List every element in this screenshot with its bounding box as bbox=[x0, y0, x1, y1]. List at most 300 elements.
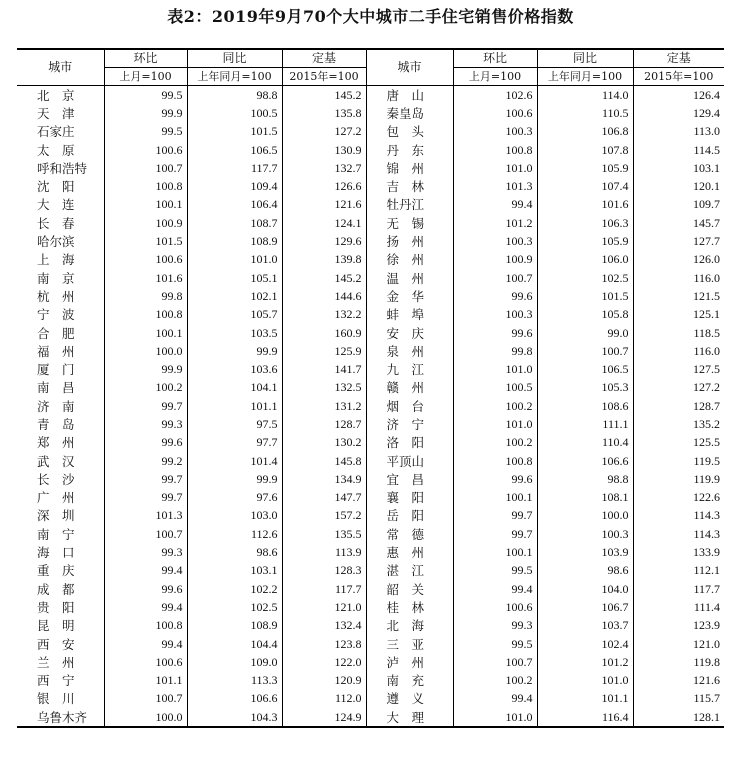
fixed-value-left: 126.6 bbox=[282, 177, 366, 195]
city-label: 秦皇岛 bbox=[386, 105, 425, 121]
city-name-left bbox=[17, 141, 104, 159]
mom-value-right: 99.6 bbox=[453, 287, 537, 305]
city-name-right bbox=[366, 708, 453, 727]
mom-value-right: 100.8 bbox=[453, 452, 537, 470]
city-label: 湛 江 bbox=[386, 563, 425, 579]
city-name-right bbox=[366, 434, 453, 452]
fixed-value-right: 114.5 bbox=[633, 141, 724, 159]
city-label: 洛 阳 bbox=[386, 435, 425, 451]
yoy-value-left: 98.6 bbox=[187, 543, 282, 561]
fixed-value-right: 125.1 bbox=[633, 306, 724, 324]
mom-value-right: 99.8 bbox=[453, 342, 537, 360]
mom-value-left: 99.5 bbox=[104, 86, 187, 105]
fixed-value-left: 139.8 bbox=[282, 251, 366, 269]
fixed-value-right: 118.5 bbox=[633, 324, 724, 342]
mom-value-left: 101.6 bbox=[104, 269, 187, 287]
yoy-value-right: 101.0 bbox=[537, 672, 633, 690]
yoy-value-right: 106.0 bbox=[537, 251, 633, 269]
mom-value-left: 99.5 bbox=[104, 123, 187, 141]
fixed-value-left: 141.7 bbox=[282, 360, 366, 378]
fixed-value-right: 112.1 bbox=[633, 562, 724, 580]
city-name-right bbox=[366, 177, 453, 195]
fixed-value-right: 116.0 bbox=[633, 269, 724, 287]
city-label: 兰 州 bbox=[37, 654, 75, 670]
city-name-right bbox=[366, 287, 453, 305]
mom-value-right: 99.5 bbox=[453, 635, 537, 653]
city-label: 北 海 bbox=[386, 618, 425, 634]
city-label: 宁 波 bbox=[37, 307, 75, 323]
city-label: 锦 州 bbox=[386, 160, 425, 176]
city-label: 广 州 bbox=[37, 490, 75, 506]
yoy-value-right: 106.7 bbox=[537, 598, 633, 616]
table-row bbox=[17, 507, 724, 525]
fixed-value-left: 124.9 bbox=[282, 708, 366, 727]
city-name-left bbox=[17, 214, 104, 232]
city-label: 常 德 bbox=[386, 526, 425, 542]
mom-value-right: 100.9 bbox=[453, 251, 537, 269]
city-name-left bbox=[17, 635, 104, 653]
city-name-right bbox=[366, 196, 453, 214]
mom-value-left: 99.7 bbox=[104, 397, 187, 415]
table-row bbox=[17, 360, 724, 378]
city-label: 太 原 bbox=[37, 142, 75, 158]
mom-value-left: 99.4 bbox=[104, 635, 187, 653]
yoy-value-right: 103.7 bbox=[537, 617, 633, 635]
mom-value-right: 99.4 bbox=[453, 580, 537, 598]
mom-value-right: 99.7 bbox=[453, 525, 537, 543]
city-label: 贵 阳 bbox=[37, 599, 75, 615]
city-label: 昆 明 bbox=[37, 618, 75, 634]
yoy-value-right: 100.0 bbox=[537, 507, 633, 525]
city-name-right bbox=[366, 360, 453, 378]
city-name-left bbox=[17, 580, 104, 598]
table-row bbox=[17, 434, 724, 452]
city-label: 泸 州 bbox=[386, 654, 425, 670]
city-label: 石家庄 bbox=[37, 124, 75, 140]
header-fixed-base-left: 2015年=100 bbox=[282, 68, 366, 86]
city-label: 安 庆 bbox=[386, 325, 425, 341]
city-name-left bbox=[17, 397, 104, 415]
yoy-value-left: 103.6 bbox=[187, 360, 282, 378]
mom-value-right: 100.1 bbox=[453, 543, 537, 561]
header-yoy-base-left: 上年同月=100 bbox=[187, 68, 282, 86]
table-row bbox=[17, 415, 724, 433]
yoy-value-right: 101.6 bbox=[537, 196, 633, 214]
fixed-value-left: 121.0 bbox=[282, 598, 366, 616]
table-row bbox=[17, 489, 724, 507]
city-name-left bbox=[17, 196, 104, 214]
yoy-value-right: 116.4 bbox=[537, 708, 633, 727]
fixed-value-left: 145.2 bbox=[282, 269, 366, 287]
yoy-value-right: 114.0 bbox=[537, 86, 633, 105]
city-name-left bbox=[17, 232, 104, 250]
city-name-right bbox=[366, 86, 453, 105]
city-name-right bbox=[366, 580, 453, 598]
yoy-value-left: 102.5 bbox=[187, 598, 282, 616]
table-row bbox=[17, 525, 724, 543]
yoy-value-left: 102.1 bbox=[187, 287, 282, 305]
fixed-value-right: 127.7 bbox=[633, 232, 724, 250]
yoy-value-left: 113.3 bbox=[187, 672, 282, 690]
city-name-left bbox=[17, 452, 104, 470]
mom-value-right: 99.5 bbox=[453, 562, 537, 580]
city-name-left bbox=[17, 306, 104, 324]
table-row bbox=[17, 690, 724, 708]
city-label: 呼和浩特 bbox=[37, 160, 88, 176]
city-name-left bbox=[17, 104, 104, 122]
fixed-value-right: 119.8 bbox=[633, 653, 724, 671]
fixed-value-left: 134.9 bbox=[282, 470, 366, 488]
city-name-right bbox=[366, 672, 453, 690]
city-name-right bbox=[366, 635, 453, 653]
yoy-value-left: 101.4 bbox=[187, 452, 282, 470]
table-row bbox=[17, 598, 724, 616]
city-name-left bbox=[17, 379, 104, 397]
header-city-right: 城市 bbox=[366, 49, 453, 86]
fixed-value-left: 128.3 bbox=[282, 562, 366, 580]
yoy-value-left: 106.4 bbox=[187, 196, 282, 214]
fixed-value-right: 126.0 bbox=[633, 251, 724, 269]
yoy-value-right: 110.4 bbox=[537, 434, 633, 452]
yoy-value-left: 97.5 bbox=[187, 415, 282, 433]
mom-value-left: 99.7 bbox=[104, 470, 187, 488]
fixed-value-right: 127.2 bbox=[633, 379, 724, 397]
city-label: 南 宁 bbox=[37, 526, 75, 542]
fixed-value-left: 147.7 bbox=[282, 489, 366, 507]
city-name-right bbox=[366, 653, 453, 671]
table-row bbox=[17, 104, 724, 122]
city-label: 银 川 bbox=[37, 691, 75, 707]
table-title: 表2：2019年9月70个大中城市二手住宅销售价格指数 bbox=[167, 7, 574, 26]
city-label: 蚌 埠 bbox=[386, 307, 425, 323]
mom-value-right: 100.2 bbox=[453, 434, 537, 452]
city-name-right bbox=[366, 598, 453, 616]
fixed-value-left: 129.6 bbox=[282, 232, 366, 250]
header-yoy-right: 同比 bbox=[537, 49, 633, 68]
city-label: 平顶山 bbox=[386, 453, 425, 469]
fixed-value-right: 135.2 bbox=[633, 415, 724, 433]
city-name-right bbox=[366, 251, 453, 269]
fixed-value-left: 157.2 bbox=[282, 507, 366, 525]
yoy-value-left: 112.6 bbox=[187, 525, 282, 543]
city-name-left bbox=[17, 598, 104, 616]
yoy-value-left: 109.4 bbox=[187, 177, 282, 195]
mom-value-right: 99.6 bbox=[453, 324, 537, 342]
city-label: 金 华 bbox=[386, 288, 425, 304]
table-row bbox=[17, 324, 724, 342]
fixed-value-right: 114.3 bbox=[633, 507, 724, 525]
yoy-value-right: 101.1 bbox=[537, 690, 633, 708]
mom-value-left: 100.0 bbox=[104, 708, 187, 727]
yoy-value-left: 103.1 bbox=[187, 562, 282, 580]
mom-value-left: 99.7 bbox=[104, 489, 187, 507]
fixed-value-right: 121.5 bbox=[633, 287, 724, 305]
city-label: 乌鲁木齐 bbox=[37, 709, 88, 725]
fixed-value-right: 119.5 bbox=[633, 452, 724, 470]
table-row bbox=[17, 306, 724, 324]
table-row bbox=[17, 617, 724, 635]
city-name-left bbox=[17, 489, 104, 507]
mom-value-left: 100.6 bbox=[104, 653, 187, 671]
table-row bbox=[17, 452, 724, 470]
mom-value-right: 101.0 bbox=[453, 360, 537, 378]
yoy-value-right: 106.8 bbox=[537, 123, 633, 141]
yoy-value-right: 106.3 bbox=[537, 214, 633, 232]
yoy-value-right: 101.5 bbox=[537, 287, 633, 305]
table-row bbox=[17, 635, 724, 653]
city-name-left bbox=[17, 360, 104, 378]
city-label: 南 昌 bbox=[37, 380, 75, 396]
mom-value-left: 100.8 bbox=[104, 617, 187, 635]
city-name-left bbox=[17, 507, 104, 525]
city-name-right bbox=[366, 104, 453, 122]
mom-value-right: 100.8 bbox=[453, 141, 537, 159]
fixed-value-right: 123.9 bbox=[633, 617, 724, 635]
fixed-value-left: 131.2 bbox=[282, 397, 366, 415]
yoy-value-right: 107.8 bbox=[537, 141, 633, 159]
yoy-value-right: 105.9 bbox=[537, 159, 633, 177]
yoy-value-right: 105.8 bbox=[537, 306, 633, 324]
fixed-value-right: 125.5 bbox=[633, 434, 724, 452]
mom-value-left: 101.1 bbox=[104, 672, 187, 690]
fixed-value-left: 123.8 bbox=[282, 635, 366, 653]
mom-value-left: 99.4 bbox=[104, 562, 187, 580]
fixed-value-left: 160.9 bbox=[282, 324, 366, 342]
mom-value-right: 101.0 bbox=[453, 708, 537, 727]
header-mom-base-left: 上月=100 bbox=[104, 68, 187, 86]
table-row bbox=[17, 379, 724, 397]
price-index-table bbox=[17, 48, 724, 728]
table-row bbox=[17, 177, 724, 195]
city-name-left bbox=[17, 562, 104, 580]
yoy-value-right: 108.1 bbox=[537, 489, 633, 507]
yoy-value-left: 105.1 bbox=[187, 269, 282, 287]
yoy-value-right: 102.5 bbox=[537, 269, 633, 287]
city-name-right bbox=[366, 232, 453, 250]
yoy-value-left: 98.8 bbox=[187, 86, 282, 105]
city-name-left bbox=[17, 287, 104, 305]
yoy-value-left: 99.9 bbox=[187, 342, 282, 360]
city-name-right bbox=[366, 324, 453, 342]
yoy-value-left: 106.6 bbox=[187, 690, 282, 708]
city-label: 烟 台 bbox=[386, 398, 425, 414]
city-name-left bbox=[17, 470, 104, 488]
city-name-left bbox=[17, 617, 104, 635]
mom-value-left: 100.9 bbox=[104, 214, 187, 232]
fixed-value-left: 120.9 bbox=[282, 672, 366, 690]
yoy-value-left: 106.5 bbox=[187, 141, 282, 159]
mom-value-left: 99.6 bbox=[104, 580, 187, 598]
mom-value-right: 100.3 bbox=[453, 306, 537, 324]
mom-value-right: 100.3 bbox=[453, 232, 537, 250]
fixed-value-left: 132.2 bbox=[282, 306, 366, 324]
yoy-value-left: 105.7 bbox=[187, 306, 282, 324]
city-label: 济 宁 bbox=[386, 416, 425, 432]
yoy-value-left: 108.7 bbox=[187, 214, 282, 232]
mom-value-right: 100.5 bbox=[453, 379, 537, 397]
city-label: 桂 林 bbox=[386, 599, 425, 615]
mom-value-left: 100.6 bbox=[104, 251, 187, 269]
fixed-value-left: 132.5 bbox=[282, 379, 366, 397]
city-label: 三 亚 bbox=[386, 636, 425, 652]
city-name-right bbox=[366, 123, 453, 141]
mom-value-left: 99.9 bbox=[104, 360, 187, 378]
city-name-right bbox=[366, 470, 453, 488]
mom-value-right: 99.7 bbox=[453, 507, 537, 525]
fixed-value-right: 119.9 bbox=[633, 470, 724, 488]
city-label: 重 庆 bbox=[37, 563, 75, 579]
fixed-value-right: 115.7 bbox=[633, 690, 724, 708]
fixed-value-right: 111.4 bbox=[633, 598, 724, 616]
fixed-value-left: 135.8 bbox=[282, 104, 366, 122]
header-fixed-left: 定基 bbox=[282, 49, 366, 68]
city-name-right bbox=[366, 397, 453, 415]
fixed-value-right: 133.9 bbox=[633, 543, 724, 561]
city-label: 唐 山 bbox=[386, 87, 425, 103]
mom-value-right: 100.6 bbox=[453, 598, 537, 616]
city-name-right bbox=[366, 159, 453, 177]
city-name-left bbox=[17, 415, 104, 433]
city-name-left bbox=[17, 653, 104, 671]
table-row bbox=[17, 141, 724, 159]
city-label: 济 南 bbox=[37, 398, 75, 414]
yoy-value-right: 105.9 bbox=[537, 232, 633, 250]
yoy-value-right: 98.6 bbox=[537, 562, 633, 580]
city-label: 武 汉 bbox=[37, 453, 75, 469]
header-fixed-right: 定基 bbox=[633, 49, 724, 68]
fixed-value-left: 121.6 bbox=[282, 196, 366, 214]
fixed-value-left: 112.0 bbox=[282, 690, 366, 708]
yoy-value-left: 109.0 bbox=[187, 653, 282, 671]
city-label: 大 连 bbox=[37, 197, 75, 213]
fixed-value-left: 145.2 bbox=[282, 86, 366, 105]
table-row bbox=[17, 269, 724, 287]
yoy-value-left: 104.3 bbox=[187, 708, 282, 727]
yoy-value-right: 101.2 bbox=[537, 653, 633, 671]
city-label: 温 州 bbox=[386, 270, 425, 286]
city-name-left bbox=[17, 708, 104, 727]
city-name-right bbox=[366, 269, 453, 287]
mom-value-left: 101.5 bbox=[104, 232, 187, 250]
table-body bbox=[17, 86, 724, 728]
mom-value-right: 100.1 bbox=[453, 489, 537, 507]
table-row bbox=[17, 397, 724, 415]
fixed-value-right: 128.7 bbox=[633, 397, 724, 415]
table-row bbox=[17, 342, 724, 360]
mom-value-left: 100.8 bbox=[104, 306, 187, 324]
header-fixed-base-right: 2015年=100 bbox=[633, 68, 724, 86]
table-row bbox=[17, 123, 724, 141]
mom-value-right: 99.4 bbox=[453, 690, 537, 708]
city-label: 天 津 bbox=[37, 105, 75, 121]
city-label: 北 京 bbox=[37, 87, 75, 103]
city-label: 岳 阳 bbox=[386, 508, 425, 524]
city-label: 郑 州 bbox=[37, 435, 75, 451]
city-name-left bbox=[17, 324, 104, 342]
fixed-value-right: 121.0 bbox=[633, 635, 724, 653]
mom-value-right: 100.2 bbox=[453, 672, 537, 690]
yoy-value-left: 103.5 bbox=[187, 324, 282, 342]
city-name-left bbox=[17, 543, 104, 561]
city-label: 丹 东 bbox=[386, 142, 425, 158]
mom-value-right: 99.4 bbox=[453, 196, 537, 214]
city-label: 牡丹江 bbox=[386, 197, 425, 213]
fixed-value-right: 126.4 bbox=[633, 86, 724, 105]
fixed-value-left: 135.5 bbox=[282, 525, 366, 543]
mom-value-right: 102.6 bbox=[453, 86, 537, 105]
yoy-value-right: 103.9 bbox=[537, 543, 633, 561]
yoy-value-right: 106.5 bbox=[537, 360, 633, 378]
mom-value-right: 100.7 bbox=[453, 269, 537, 287]
fixed-value-right: 103.1 bbox=[633, 159, 724, 177]
yoy-value-left: 104.1 bbox=[187, 379, 282, 397]
city-name-right bbox=[366, 562, 453, 580]
yoy-value-right: 108.6 bbox=[537, 397, 633, 415]
yoy-value-right: 111.1 bbox=[537, 415, 633, 433]
fixed-value-left: 132.7 bbox=[282, 159, 366, 177]
city-name-right bbox=[366, 489, 453, 507]
city-label: 扬 州 bbox=[386, 234, 425, 250]
city-label: 徐 州 bbox=[386, 252, 425, 268]
mom-value-left: 99.2 bbox=[104, 452, 187, 470]
mom-value-right: 101.0 bbox=[453, 159, 537, 177]
fixed-value-right: 128.1 bbox=[633, 708, 724, 727]
city-name-right bbox=[366, 141, 453, 159]
table-row bbox=[17, 86, 724, 105]
table-row bbox=[17, 196, 724, 214]
city-name-left bbox=[17, 434, 104, 452]
yoy-value-left: 99.9 bbox=[187, 470, 282, 488]
city-name-right bbox=[366, 617, 453, 635]
fixed-value-right: 122.6 bbox=[633, 489, 724, 507]
fixed-value-left: 144.6 bbox=[282, 287, 366, 305]
city-label: 包 头 bbox=[386, 124, 425, 140]
city-label: 福 州 bbox=[37, 343, 75, 359]
mom-value-left: 100.7 bbox=[104, 159, 187, 177]
table-row bbox=[17, 580, 724, 598]
city-name-left bbox=[17, 690, 104, 708]
mom-value-left: 100.7 bbox=[104, 690, 187, 708]
mom-value-left: 100.1 bbox=[104, 324, 187, 342]
city-label: 长 沙 bbox=[37, 471, 75, 487]
yoy-value-right: 102.4 bbox=[537, 635, 633, 653]
mom-value-left: 99.8 bbox=[104, 287, 187, 305]
fixed-value-left: 117.7 bbox=[282, 580, 366, 598]
city-name-left bbox=[17, 86, 104, 105]
city-label: 大 理 bbox=[386, 709, 425, 725]
fixed-value-right: 145.7 bbox=[633, 214, 724, 232]
header-row-top bbox=[17, 49, 724, 68]
table-row bbox=[17, 214, 724, 232]
yoy-value-right: 100.7 bbox=[537, 342, 633, 360]
city-label: 无 锡 bbox=[386, 215, 425, 231]
city-label: 九 江 bbox=[386, 362, 425, 378]
city-label: 遵 义 bbox=[386, 691, 425, 707]
city-name-right bbox=[366, 342, 453, 360]
table-row bbox=[17, 470, 724, 488]
fixed-value-left: 130.2 bbox=[282, 434, 366, 452]
city-label: 长 春 bbox=[37, 215, 75, 231]
yoy-value-right: 98.8 bbox=[537, 470, 633, 488]
yoy-value-left: 108.9 bbox=[187, 232, 282, 250]
mom-value-left: 99.3 bbox=[104, 415, 187, 433]
mom-value-right: 100.2 bbox=[453, 397, 537, 415]
mom-value-left: 100.7 bbox=[104, 525, 187, 543]
fixed-value-left: 127.2 bbox=[282, 123, 366, 141]
mom-value-right: 100.7 bbox=[453, 653, 537, 671]
yoy-value-left: 101.5 bbox=[187, 123, 282, 141]
yoy-value-right: 106.6 bbox=[537, 452, 633, 470]
